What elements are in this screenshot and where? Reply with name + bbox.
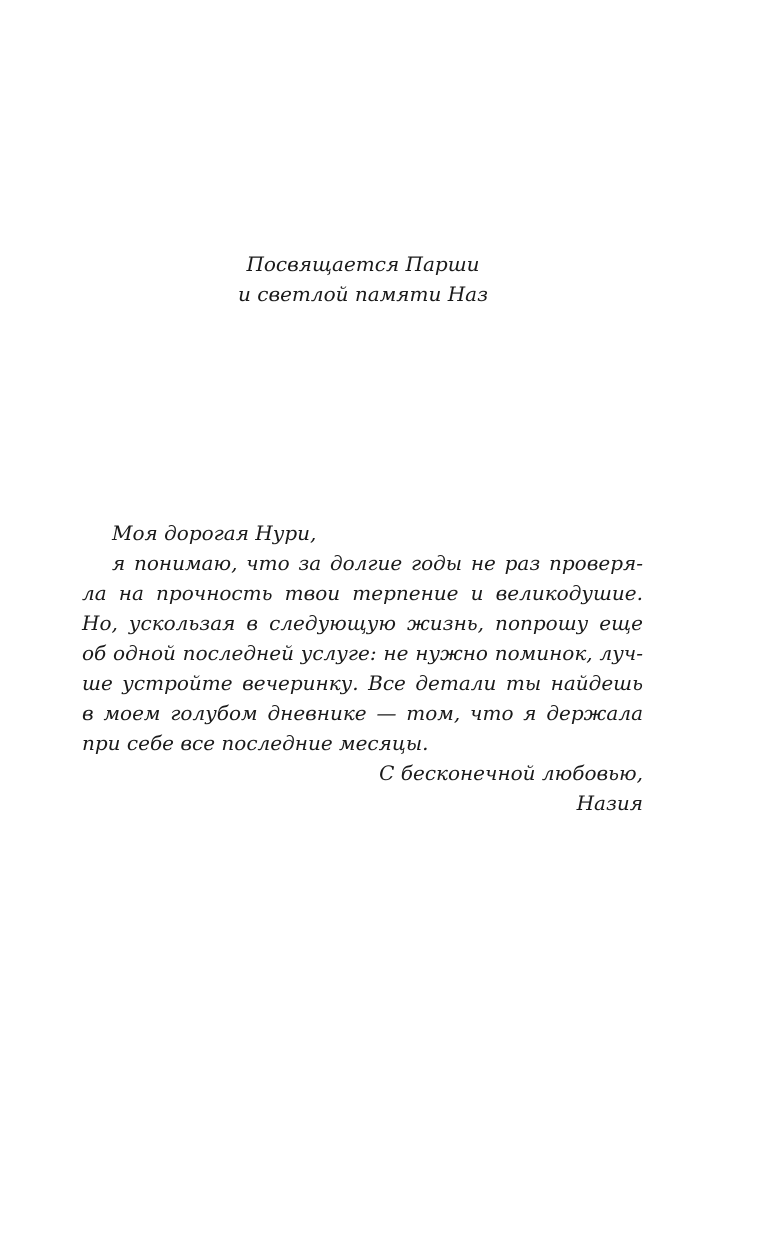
dedication-block — [0, 249, 726, 309]
dedication-line-2: и светлой памяти Наз — [238, 282, 488, 306]
letter-greeting: Моя дорогая Нури, — [112, 521, 317, 545]
letter-line-5: ше устройте вечеринку. Все детали ты найдешь — [82, 671, 643, 695]
letter-line-2: ла на прочность твои терпение и великодушие. — [82, 581, 643, 605]
letter-line-4: об одной последней услуге: не нужно поминок, луч- — [82, 641, 643, 665]
letter-line-1: я понимаю, что за долгие годы не раз проверя- — [112, 551, 643, 575]
letter-line-7: при себе все последние месяцы. — [82, 731, 429, 755]
letter-signature: Назия — [576, 791, 643, 815]
dedication-line-1: Посвящается Парши — [246, 252, 480, 276]
letter-closing: С бесконечной любовью, — [379, 761, 643, 785]
letter-block — [82, 518, 643, 818]
letter-line-3: Но, ускользая в следующую жизнь, попрошу еще — [82, 611, 643, 635]
letter-line-6: в моем голубом дневнике — том, что я держала — [82, 701, 643, 725]
